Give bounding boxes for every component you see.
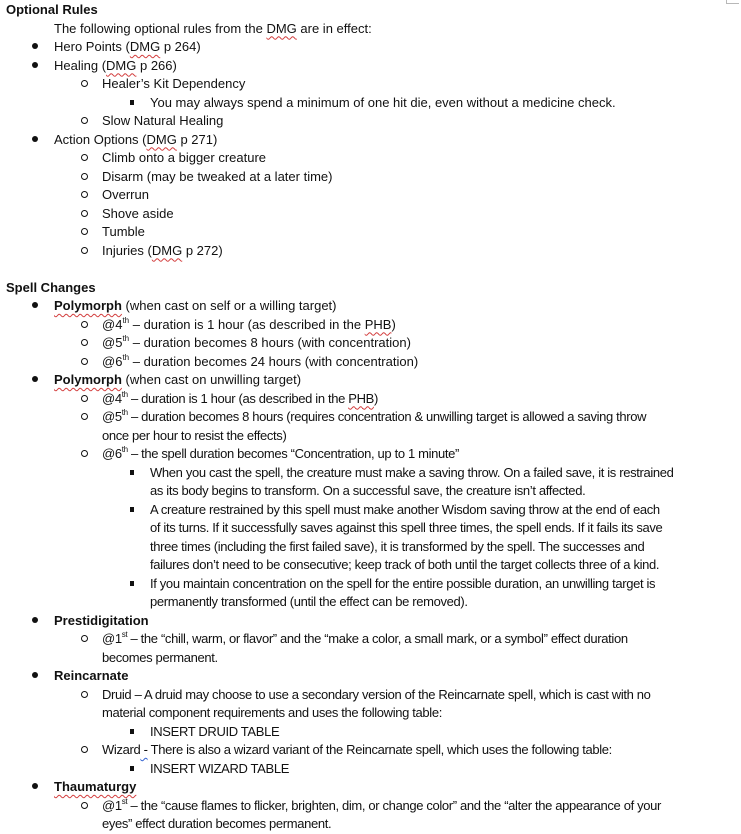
bullet-circle-icon <box>78 353 90 372</box>
list-item-level: @5th – duration becomes 8 hours (with concentration) <box>6 334 737 353</box>
list-item-wizard-table: INSERT WIZARD TABLE <box>6 760 737 779</box>
spell-name: Polymorph <box>54 372 122 387</box>
list-item-druid: Druid – A druid may choose to use a secondary version of the Reincarnate spell, which is cast with no material component requirements and uses the following table: <box>6 686 737 723</box>
bullet-square-icon <box>126 760 138 779</box>
list-item-level: @1st – the “cause flames to flicker, brighten, dim, or change color” and the “alter the appearance of your eyes” effect duration becomes permanent. <box>6 797 737 834</box>
list-item-shove: Shove aside <box>6 205 737 224</box>
bullet-circle-icon <box>78 186 90 205</box>
bullet-circle-icon <box>78 686 90 705</box>
list-item-level: @6th – the spell duration becomes “Concentration, up to 1 minute” <box>6 445 737 464</box>
list-item-disarm: Disarm (may be tweaked at a later time) <box>6 168 737 187</box>
bullet-dot-icon <box>29 131 41 150</box>
bullet-circle-icon <box>78 75 90 94</box>
spell-changes-heading: Spell Changes <box>6 279 96 295</box>
list-item-action-options: Action Options (DMG p 271) <box>6 131 737 150</box>
list-item-slow-healing: Slow Natural Healing <box>6 112 737 131</box>
bullet-circle-icon <box>78 741 90 760</box>
list-item-injuries: Injuries (DMG p 272) <box>6 242 737 261</box>
blank-line <box>6 260 737 279</box>
bullet-dot-icon <box>29 778 41 797</box>
list-item-druid-table: INSERT DRUID TABLE <box>6 723 737 742</box>
list-item-level: @6th – duration becomes 24 hours (with concentration) <box>6 353 737 372</box>
list-item-level: @4th – duration is 1 hour (as described in the PHB) <box>6 316 737 335</box>
bullet-circle-icon <box>78 242 90 261</box>
list-item-tumble: Tumble <box>6 223 737 242</box>
spell-name: Prestidigitation <box>54 612 149 628</box>
bullet-dot-icon <box>29 57 41 76</box>
bullet-circle-icon <box>78 408 90 427</box>
bullet-dot-icon <box>29 612 41 631</box>
bullet-circle-icon <box>78 797 90 816</box>
bullet-dot-icon <box>29 297 41 316</box>
bullet-circle-icon <box>78 112 90 131</box>
list-item-detail: If you maintain concentration on the spell for the entire possible duration, an unwilling target is permanently transformed (until the effect can be removed). <box>6 575 737 612</box>
bullet-circle-icon <box>78 168 90 187</box>
list-item-thaumaturgy <box>6 778 737 797</box>
dmg-term: DMG <box>266 20 297 36</box>
list-item-detail: When you cast the spell, the creature must make a saving throw. On a failed save, it is restrained as its body begins to transform. On a successful save, the creature isn’t affected. <box>6 464 737 501</box>
bullet-square-icon <box>126 464 138 483</box>
bullet-circle-icon <box>78 630 90 649</box>
bullet-circle-icon <box>78 316 90 335</box>
spell-name: Thaumaturgy <box>54 779 137 794</box>
bullet-square-icon <box>126 723 138 742</box>
bullet-circle-icon <box>78 205 90 224</box>
list-item-polymorph-unwilling: Polymorph (when cast on unwilling target) <box>6 371 737 390</box>
list-item-healers-kit: Healer’s Kit Dependency <box>6 75 737 94</box>
list-item-climb: Climb onto a bigger creature <box>6 149 737 168</box>
optional-rules-heading: Optional Rules <box>6 2 98 17</box>
bullet-circle-icon <box>78 445 90 464</box>
spell-name: Polymorph <box>54 298 122 313</box>
list-item-polymorph-willing: Polymorph (when cast on self or a willing target) <box>6 297 737 316</box>
list-item-level: @5th – duration becomes 8 hours (requires concentration & unwilling target is allowed a saving throw once per hour to resist the effects) <box>6 408 737 445</box>
bullet-square-icon <box>126 94 138 113</box>
list-item-overrun: Overrun <box>6 186 737 205</box>
list-item-hit-die: You may always spend a minimum of one hit die, even without a medicine check. <box>6 94 737 113</box>
bullet-circle-icon <box>78 334 90 353</box>
bullet-circle-icon <box>78 223 90 242</box>
bullet-circle-icon <box>78 149 90 168</box>
bullet-square-icon <box>126 501 138 520</box>
bullet-dot-icon <box>29 371 41 390</box>
list-item-level: @4th – duration is 1 hour (as described in the PHB) <box>6 390 737 409</box>
spell-name: Reincarnate <box>54 668 129 683</box>
list-item-reincarnate <box>6 667 737 686</box>
bullet-circle-icon <box>78 390 90 409</box>
bullet-dot-icon <box>29 667 41 686</box>
list-item-prestidigitation <box>6 612 737 631</box>
bullet-square-icon <box>126 575 138 594</box>
list-item-hero-points: Hero Points (DMG p 264) <box>6 38 737 57</box>
optional-rules-intro: The following optional rules from the DMG are in effect: <box>54 20 372 36</box>
list-item-healing: Healing (DMG p 266) <box>6 57 737 76</box>
bullet-dot-icon <box>29 38 41 57</box>
document-body <box>6 1 737 834</box>
list-item-wizard: Wizard - There is also a wizard variant of the Reincarnate spell, which uses the following table: <box>6 741 737 760</box>
list-item-level: @1st – the “chill, warm, or flavor” and the “make a color, a small mark, or a symbol” effect duration becomes permanent. <box>6 630 737 667</box>
list-item-detail: A creature restrained by this spell must make another Wisdom saving throw at the end of each of its turns. If it successfully saves against this spell three times, the spell ends. If it fails its save three times (including the first failed save), it is transformed by the spell. The successes and failures don’t need to be consecutive; keep track of both until the target collects three of a kind. <box>6 501 737 575</box>
